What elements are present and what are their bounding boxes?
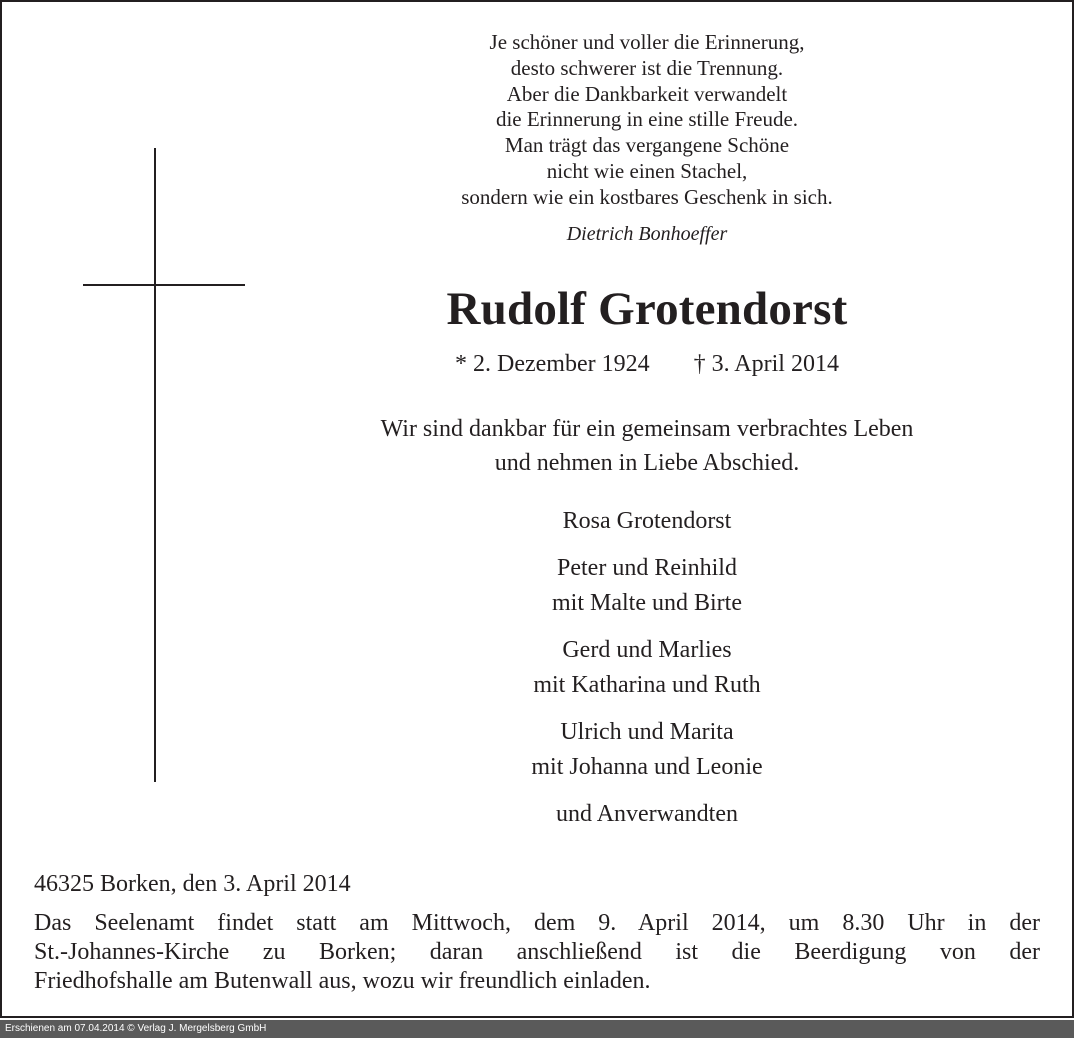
mourner-group <box>302 715 992 785</box>
mourner-name: Gerd und Marlies <box>562 637 732 663</box>
mourner-group <box>302 633 992 703</box>
cross-icon-horizontal-beam <box>83 284 245 286</box>
mourner-name: mit Katharina und Ruth <box>533 672 761 698</box>
gratitude-text <box>302 412 992 480</box>
mourner-name: Rosa Grotendorst <box>562 508 732 534</box>
mourner-group <box>302 504 992 539</box>
poem-line: die Erinnerung in eine stille Freude. <box>495 107 799 132</box>
poem-quote <box>302 30 992 211</box>
service-line: Friedhofshalle am Butenwall aus, wozu wir freundlich einladen. <box>34 968 651 994</box>
poem-line: desto schwerer ist die Trennung. <box>510 55 784 80</box>
publication-footer <box>0 1020 1074 1038</box>
mourner-name: Peter und Reinhild <box>557 555 737 581</box>
mourner-name: mit Malte und Birte <box>552 590 742 616</box>
poem-line: Aber die Dankbarkeit verwandelt <box>506 81 788 106</box>
service-line: Das Seelenamt findet statt am Mittwoch, dem 9. April 2014, um 8.30 Uhr in der <box>34 910 1040 936</box>
life-dates <box>302 347 992 381</box>
poem-line: sondern wie ein kostbares Geschenk in sich. <box>461 184 833 209</box>
birth-date: * 2. Dezember 1924 <box>455 351 650 377</box>
poem-author: Dietrich Bonhoeffer <box>566 223 728 245</box>
publication-credit: Erschienen am 07.04.2014 © Verlag J. Mergelsberg GmbH <box>5 1023 267 1034</box>
mourner-name: und Anverwandten <box>556 801 738 827</box>
mourner-group <box>302 797 992 832</box>
mourner-group <box>302 551 992 621</box>
mourners-list <box>302 504 992 844</box>
gratitude-line: und nehmen in Liebe Abschied. <box>494 450 800 476</box>
poem-line: Man trägt das vergangene Schöne <box>504 133 790 158</box>
poem-line: Je schöner und voller die Erinnerung, <box>489 30 805 54</box>
mourner-name: mit Johanna und Leonie <box>531 754 763 780</box>
mourner-name: Ulrich und Marita <box>560 719 734 745</box>
deceased-name: Rudolf Grotendorst <box>446 283 848 335</box>
cross-icon-vertical-beam <box>154 148 156 782</box>
place-and-date: 46325 Borken, den 3. April 2014 <box>34 871 351 897</box>
service-line: St.-Johannes-Kirche zu Borken; daran anschließend ist die Beerdigung von der <box>34 939 1040 965</box>
poem-line: nicht wie einen Stachel, <box>546 158 748 183</box>
funeral-service-info <box>34 909 1040 996</box>
gratitude-line: Wir sind dankbar für ein gemeinsam verbrachtes Leben <box>380 416 914 442</box>
death-date: † 3. April 2014 <box>693 351 839 377</box>
